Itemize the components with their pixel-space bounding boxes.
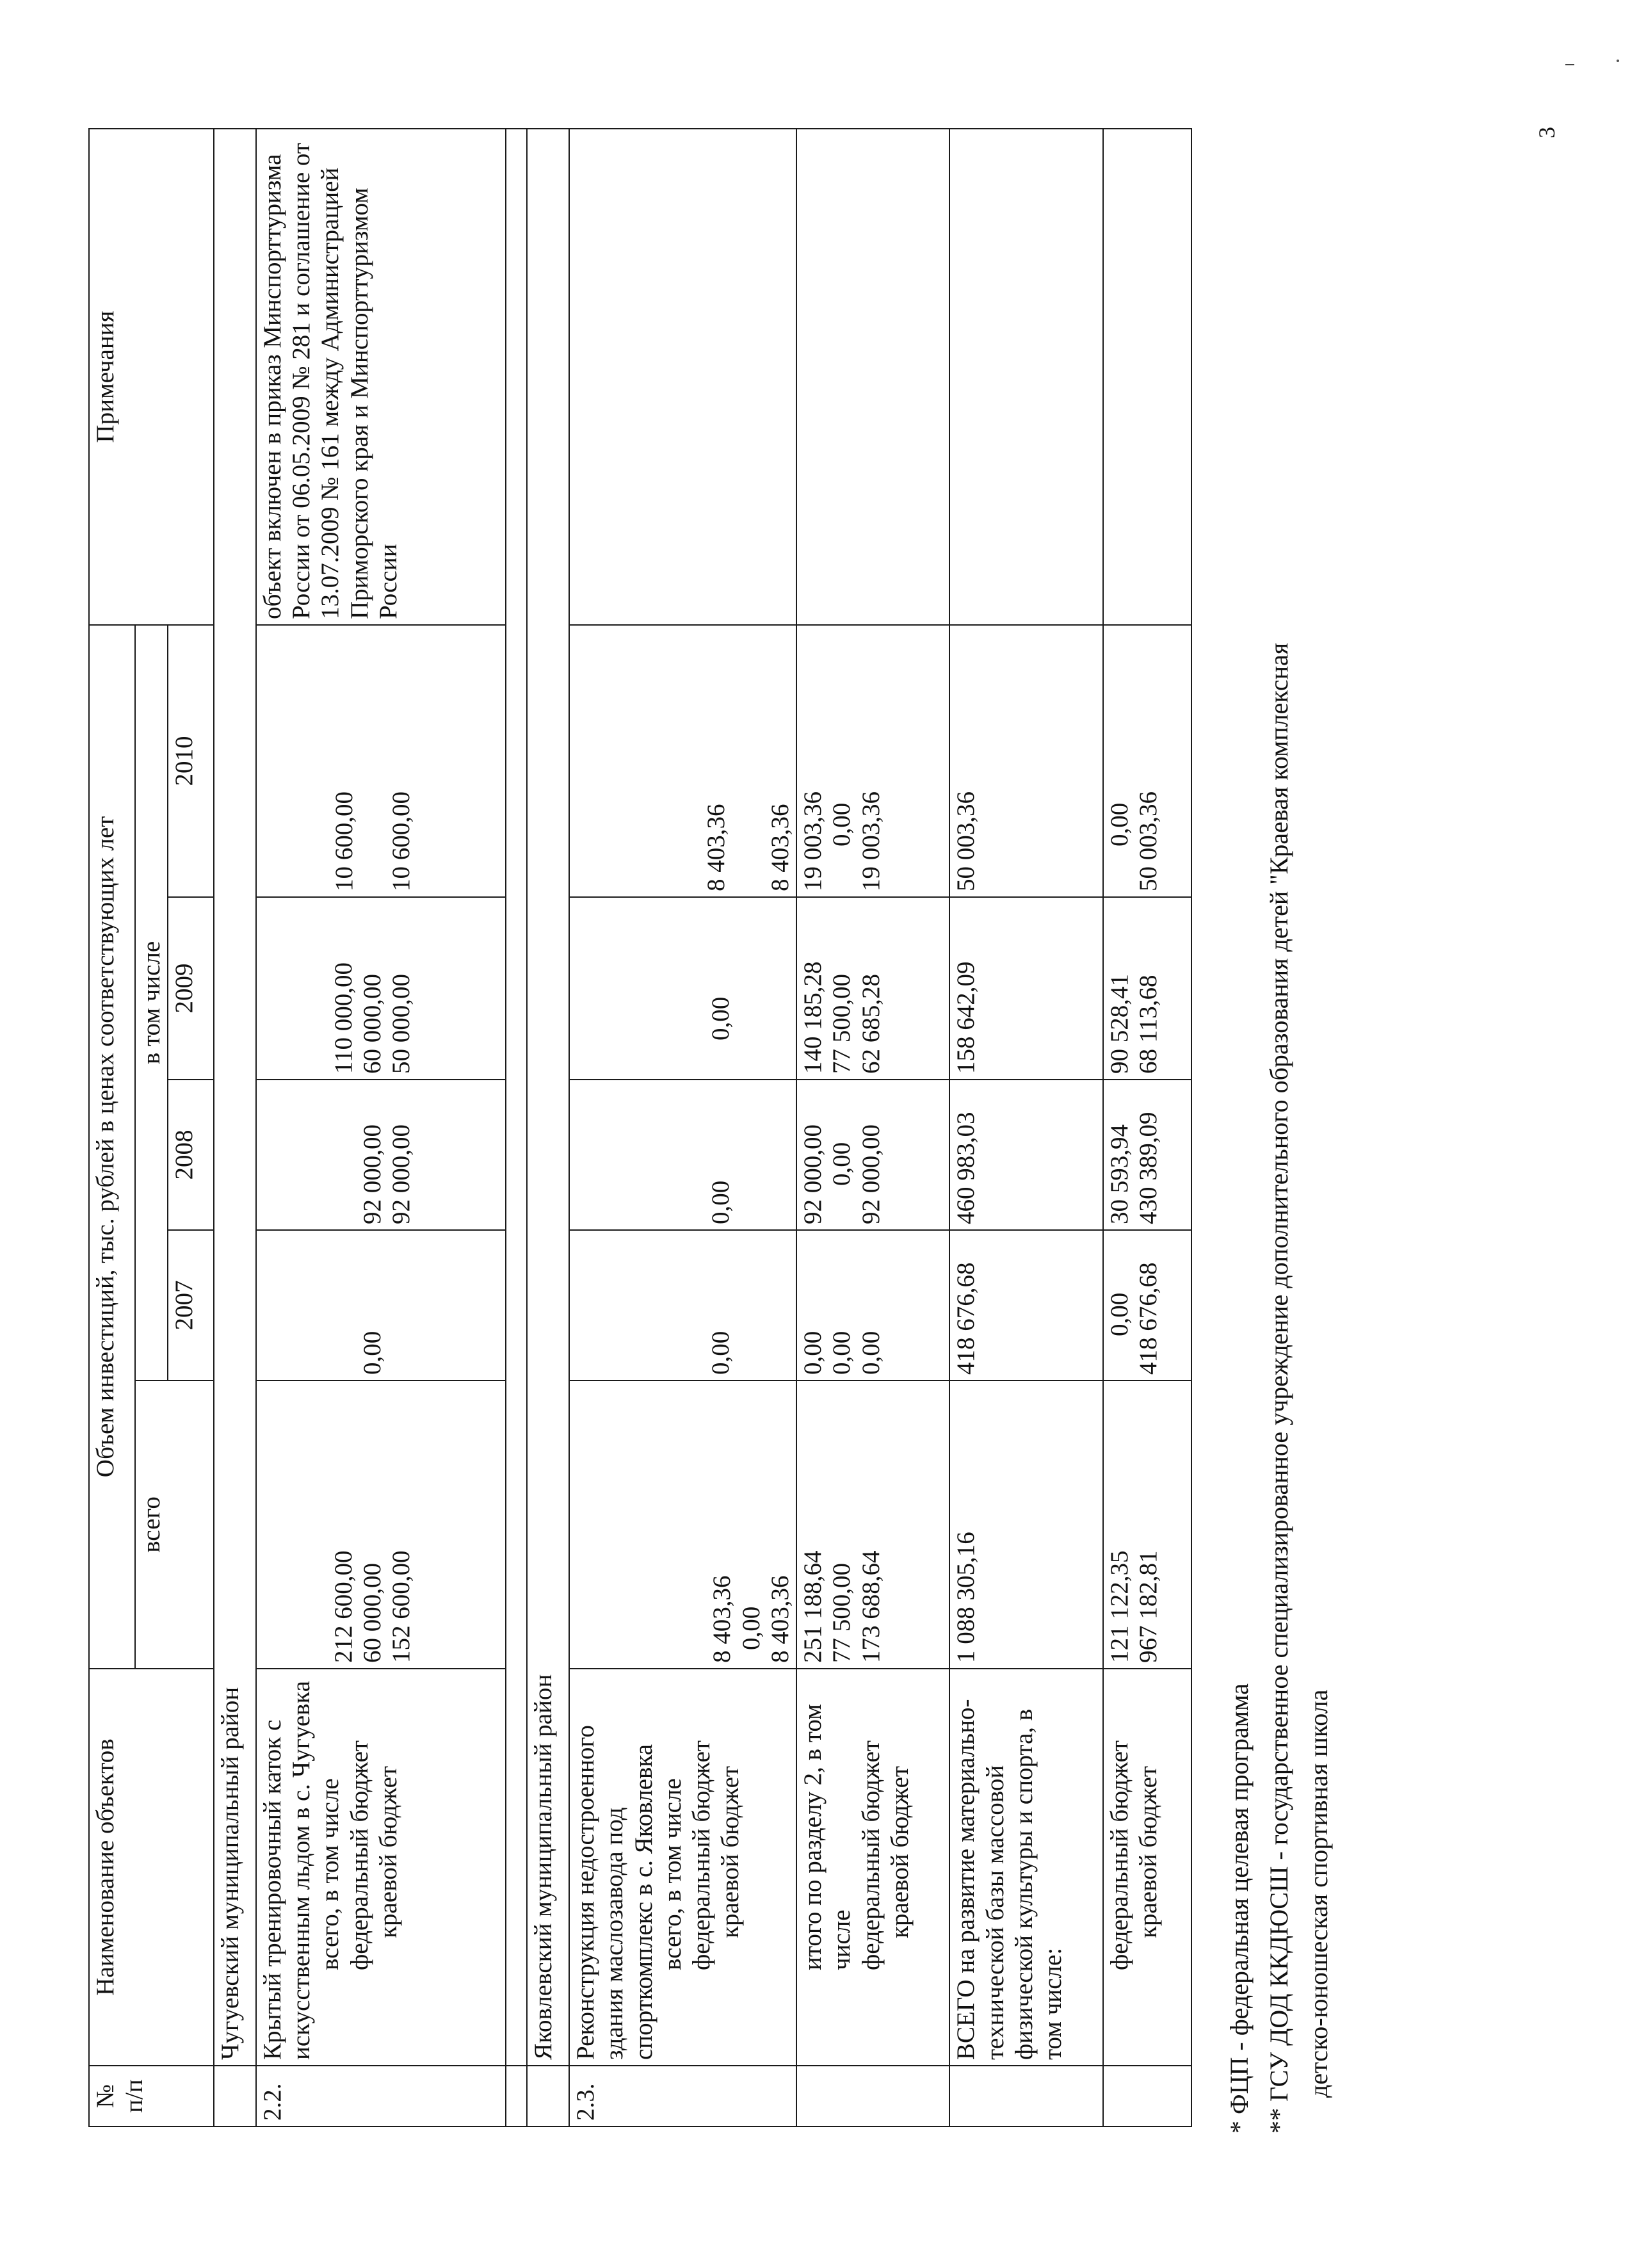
label-regional: краевой бюджет [1134,1766,1162,1938]
total-cell [256,1381,506,1669]
value: 92 000,00 [799,1124,827,1224]
spacer-cell [527,2066,569,2126]
y2007-cell [1103,1230,1191,1381]
grand-total-2010: 50 003,36 [949,625,1102,897]
value: 418 676,68 [1134,1262,1162,1375]
value: 77 500,00 [828,974,856,1074]
value: 10 600,00 [330,791,358,891]
value: 60 000,00 [358,974,386,1074]
y2010-cell [796,625,949,897]
y2008-cell [569,1080,796,1230]
value: 19 003,36 [799,791,827,891]
scan-dot [1617,60,1619,62]
footnote-2-continued: детско-юношеская спортивная школа [1304,1689,1333,2098]
district-yakovlevsky: Яковлевский муниципальный район [527,129,569,2066]
y2009-cell [256,897,506,1080]
object-name [256,1669,506,2066]
row-num-2-3: 2.3. [569,2066,796,2126]
object-title: Реконструкция недостроенного здания маслозавода под спорткомплекс в с. Яковлевка [572,1725,658,2060]
spacer-cell [796,2066,949,2126]
value: 60 000,00 [358,1563,386,1663]
label-federal: федеральный бюджет [688,1740,715,1970]
spacer-cell [214,2066,256,2126]
section-total-labels [796,1669,949,2066]
total-cell [1103,1381,1191,1669]
value: 62 685,28 [857,974,885,1074]
label-regional: краевой бюджет [716,1766,745,1938]
label-regional: краевой бюджет [885,1766,914,1938]
grand-total-label: ВСЕГО на развитие материально-технической базы массовой физической культуры и спорта, в том числе: [949,1669,1102,2066]
header-year-2010: 2010 [168,625,214,897]
value: 0,00 [828,1331,856,1375]
object-name [569,1669,796,2066]
label-total: всего, в том числе [658,1778,686,1970]
note-cell: объект включен в приказ Минспорттуризма России от 06.05.2009 № 281 и соглашение от 13.07.2009 № 161 между Администрацией Приморского края и Минспорттуризмом России [256,129,506,625]
value: 8 403,36 [708,1575,736,1663]
spacer-cell [506,129,527,2066]
value: 110 000,00 [329,962,357,1074]
header-name: Наименование объектов [89,1669,214,2066]
footnote-2: ** ГСУ ДОД ККДЮСШ - государственное специализированное учреждение дополнительного образования детей "Краевая комплексная [1264,642,1293,2134]
page-number: 3 [1534,127,1560,138]
value: 251 188,64 [799,1550,827,1663]
value: 92 000,00 [857,1124,885,1224]
total-cell [569,1381,796,1669]
y2010-cell [569,625,796,897]
label-federal: федеральный бюджет [857,1740,885,1970]
y2010-cell [256,625,506,897]
value: 212 600,00 [329,1550,357,1663]
spacer-cell [506,2066,527,2126]
footnote-1: * ФЦП - федеральная целевая программа [1225,1683,1254,2134]
value: 0,00 [706,1180,734,1224]
value: 92 000,00 [387,1124,415,1224]
footnotes [1220,117,1339,2134]
scan-mark [1565,64,1574,65]
y2007-cell [256,1230,506,1381]
spacer-cell [949,2066,1102,2126]
label-federal: федеральный бюджет [1105,1740,1133,1970]
value: 430 389,09 [1134,1112,1162,1224]
total-cell [796,1381,949,1669]
row-num-2-2: 2.2. [256,2066,506,2126]
value: 173 688,64 [857,1550,885,1663]
grand-total-2009: 158 642,09 [949,897,1102,1080]
value: 152 600,00 [387,1550,415,1663]
header-volume: Объем инвестиций, тыс. рублей в ценах соответствующих лет [89,625,135,1669]
value: 68 113,68 [1134,975,1162,1074]
value: 10 600,00 [387,791,415,891]
value: 8 403,36 [766,1575,794,1663]
y2009-cell [1103,897,1191,1080]
value: 77 500,00 [828,1563,856,1663]
y2010-cell [1103,625,1191,897]
header-num-sub: п/п [120,2079,149,2113]
value: 8 403,36 [702,804,730,891]
y2009-cell [569,897,796,1080]
header-year-2007: 2007 [168,1230,214,1381]
grand-total-sources [1103,1669,1191,2066]
y2008-cell [256,1080,506,1230]
y2007-cell [796,1230,949,1381]
value: 50 003,36 [1134,791,1162,891]
investment-table [88,128,1192,2127]
object-title: Крытый тренировочный каток с искусственным льдом в с. Чугуевка [258,1680,316,2060]
value: 30 593,94 [1105,1124,1133,1224]
header-year-2009: 2009 [168,897,214,1080]
spacer-cell [1103,2066,1191,2126]
header-num-sign: № [92,2084,119,2109]
note-cell [949,129,1102,625]
header-including: в том числе [135,625,168,1381]
value: 0,00 [857,1331,885,1375]
header-notes: Примечания [89,129,214,625]
value: 0,00 [828,802,856,846]
label-regional: краевой бюджет [374,1766,402,1938]
grand-total-2007: 418 676,68 [949,1230,1102,1381]
y2007-cell [569,1230,796,1381]
value: 121 122,35 [1105,1550,1133,1663]
y2008-cell [1103,1080,1191,1230]
note-cell [569,129,796,625]
header-year-2008: 2008 [168,1080,214,1230]
label-total: итого по разделу 2, в том числе [799,1704,856,1970]
value: 140 185,28 [799,961,827,1074]
district-chuguevsky: Чугуевский муниципальный район [214,129,256,2066]
value: 0,00 [706,1331,734,1375]
note-cell [1103,129,1191,625]
value: 0,00 [1105,802,1133,846]
value: 0,00 [828,1142,856,1186]
label-total: всего, в том числе [316,1778,344,1970]
value: 90 528,41 [1105,974,1133,1074]
value: 8 403,36 [766,804,794,891]
value: 0,00 [706,996,734,1041]
value: 0,00 [799,1331,827,1375]
grand-total-value: 1 088 305,16 [949,1381,1102,1669]
value: 19 003,36 [857,791,885,891]
note-cell [796,129,949,625]
y2008-cell [796,1080,949,1230]
value: 50 000,00 [387,974,415,1074]
y2009-cell [796,897,949,1080]
header-total: всего [135,1381,214,1669]
label-federal: федеральный бюджет [345,1740,373,1970]
value: 0,00 [1105,1292,1133,1336]
value: 92 000,00 [358,1124,386,1224]
value: 967 182,81 [1134,1550,1162,1663]
grand-total-2008: 460 983,03 [949,1080,1102,1230]
header-num [89,2066,214,2126]
value: 0,00 [358,1331,386,1375]
value: 0,00 [737,1606,765,1650]
